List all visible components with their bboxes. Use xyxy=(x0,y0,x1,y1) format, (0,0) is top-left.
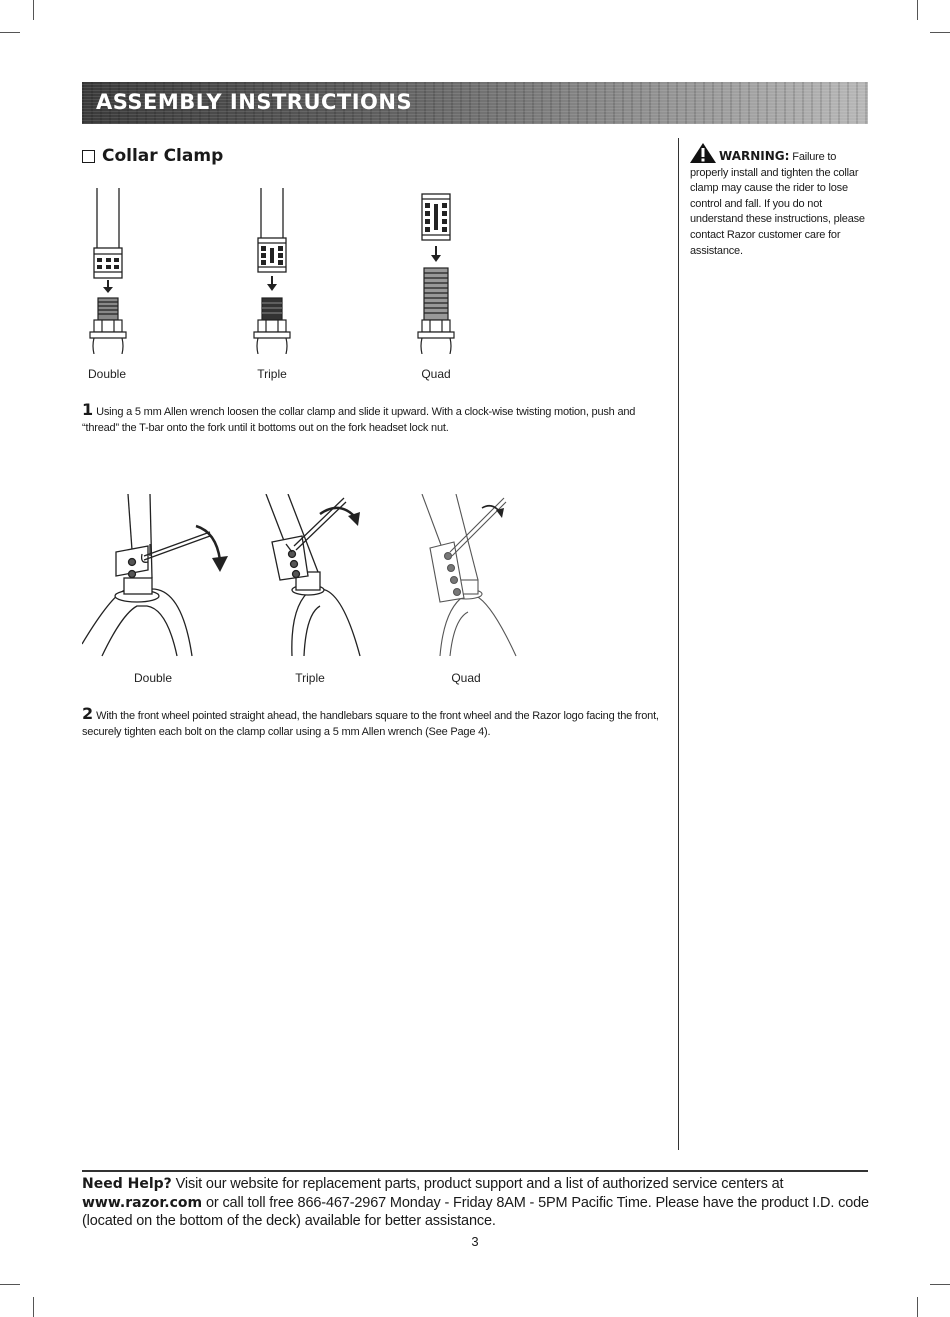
step-2 xyxy=(82,706,668,740)
crop-mark xyxy=(930,1284,950,1285)
figure-triple-collar xyxy=(244,188,304,354)
warning-triangle-icon xyxy=(690,143,716,163)
caption-double: Double xyxy=(133,671,173,685)
crop-mark xyxy=(930,32,950,33)
checkbox-icon xyxy=(82,150,95,163)
caption-triple: Triple xyxy=(295,671,325,685)
footer-divider xyxy=(82,1170,868,1172)
warning-box xyxy=(690,143,868,259)
caption-quad: Quad xyxy=(421,367,451,381)
crop-mark xyxy=(0,1284,20,1285)
help-paragraph xyxy=(82,1175,872,1231)
warning-label: WARNING: xyxy=(719,149,790,163)
figure-double-tighten xyxy=(82,494,232,658)
column-divider xyxy=(678,138,679,1150)
crop-mark xyxy=(917,1297,918,1317)
section-heading xyxy=(82,146,223,166)
section-title: Collar Clamp xyxy=(102,146,224,166)
step-number: 1 xyxy=(82,400,94,419)
help-label: Need Help? xyxy=(82,1176,172,1192)
step-text: With the front wheel pointed straight ahead, the handlebars square to the front wheel and the Razor logo facing the front, securely tighten each bolt on the clamp collar using a 5 mm Allen wrench (See Page 4). xyxy=(82,710,659,738)
warning-text: Failure to properly install and tighten the collar clamp may cause the rider to lose control and fall. If you do not understand these instructions, please contact Razor customer care for assistance. xyxy=(690,151,865,257)
help-text-1: Visit our website for replacement parts, product support and a list of authorized service centers at xyxy=(175,1176,784,1192)
figure-quad-collar xyxy=(408,188,468,354)
caption-triple: Triple xyxy=(257,367,287,381)
caption-double: Double xyxy=(87,367,127,381)
crop-mark xyxy=(917,0,918,20)
crop-mark xyxy=(0,32,20,33)
crop-mark xyxy=(33,1297,34,1317)
step-number: 2 xyxy=(82,704,94,723)
step-text: Using a 5 mm Allen wrench loosen the collar clamp and slide it upward. With a clock-wise twisting motion, push and “thread” the T-bar onto the fork until it bottoms out on the fork headset lock nut. xyxy=(82,406,636,434)
website-link[interactable]: www.razor.com xyxy=(82,1194,203,1211)
figure-double-collar xyxy=(80,188,140,354)
crop-mark xyxy=(33,0,34,20)
header-banner xyxy=(82,82,868,124)
step-1 xyxy=(82,402,668,436)
figure-quad-tighten xyxy=(420,494,530,658)
page-title: ASSEMBLY INSTRUCTIONS xyxy=(96,90,413,114)
caption-quad: Quad xyxy=(451,671,481,685)
help-text-2: or call toll free 866-467-2967 Monday - Friday 8AM - 5PM Pacific Time. Please have the product I.D. code (located on the bottom of the deck) available for better assistance. xyxy=(82,1194,869,1229)
figure-triple-tighten xyxy=(262,494,382,658)
page-number: 3 xyxy=(471,1234,479,1249)
